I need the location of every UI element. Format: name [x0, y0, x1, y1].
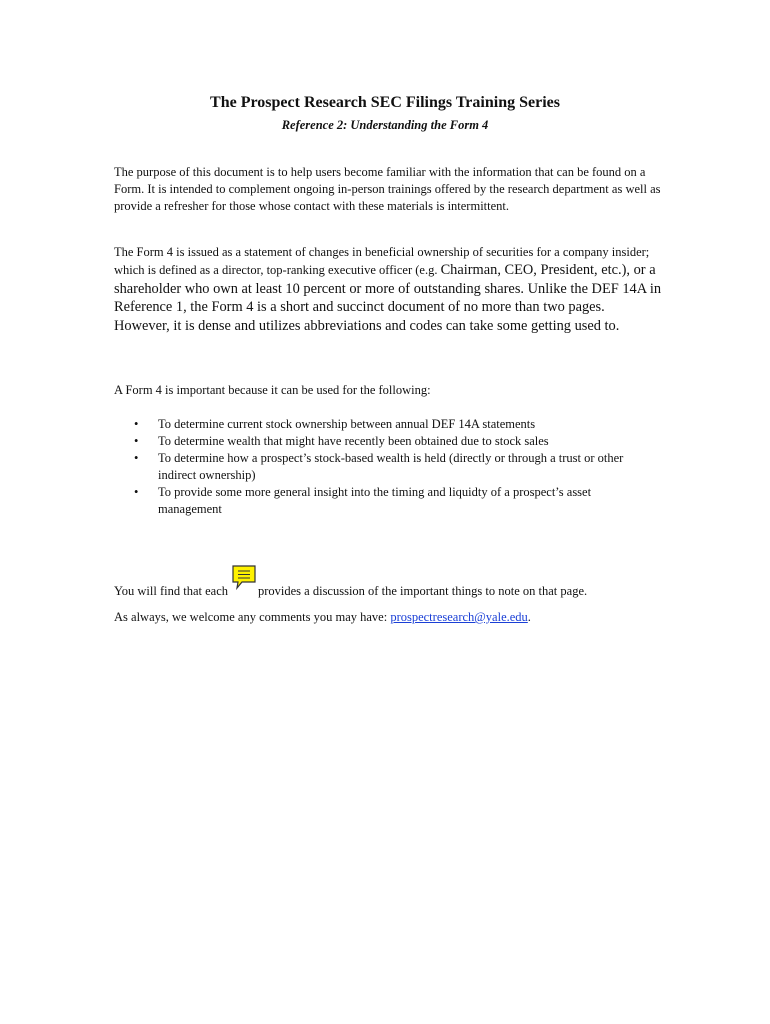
bullet-glyph: • — [134, 434, 139, 448]
comments-text: As always, we welcome any comments you may have: — [114, 610, 391, 624]
bullet-glyph: • — [134, 417, 139, 431]
document-subtitle: Reference 2: Understanding the Form 4 — [281, 118, 489, 132]
email-link[interactable]: prospectresearch@yale.edu — [390, 610, 528, 624]
purpose-paragraph: The purpose of this document is to help users become familiar with the information that can be found on a Form. It is intended to complement ongoing in-person trainings offered by the research department as well as provide a refresher for those whose contact with these materials is intermittent. — [114, 165, 661, 213]
bullet-glyph: • — [134, 485, 139, 499]
form4-description-part1: The Form 4 is issued as a statement of changes in beneficial ownership of securities for a company insider; which is defined as a director, top-ranking executive officer (e.g. — [114, 245, 650, 277]
comments-period: . — [527, 610, 531, 624]
bullet-glyph: • — [134, 451, 139, 465]
list-item — [114, 433, 654, 450]
bullet-text: To provide some more general insight into the timing and liquidty of a prospect’s asset management — [158, 485, 592, 516]
note-explanation-before: You will find that each — [114, 584, 228, 598]
document-title: The Prospect Research SEC Filings Training Series — [210, 94, 560, 111]
bullet-text: To determine how a prospect’s stock-based wealth is held (directly or through a trust or other indirect ownership) — [158, 451, 624, 482]
list-item — [114, 450, 654, 484]
importance-intro: A Form 4 is important because it can be used for the following: — [114, 383, 431, 397]
bullet-text: To determine wealth that might have recently been obtained due to stock sales — [158, 434, 549, 448]
comment-note-icon[interactable] — [230, 577, 256, 597]
list-item — [114, 416, 654, 433]
note-explanation-after: provides a discussion of the important things to note on that page. — [258, 584, 588, 598]
bullet-text: To determine current stock ownership between annual DEF 14A statements — [158, 417, 536, 431]
form4-description-paragraph — [114, 244, 664, 335]
note-explanation-paragraph — [114, 577, 664, 600]
uses-bullet-list — [114, 416, 654, 518]
comments-paragraph — [114, 609, 664, 626]
list-item — [114, 484, 654, 518]
form4-description-part2: Chairman, CEO, President, etc.), or a shareholder who own at least 10 percent or more of outstanding shares. Unlike the DEF 14A in Reference 1, the Form 4 is a short and succinct document of no more than two pages. However, it is dense and utilizes abbreviations and codes can take some getting used to. — [114, 262, 662, 334]
